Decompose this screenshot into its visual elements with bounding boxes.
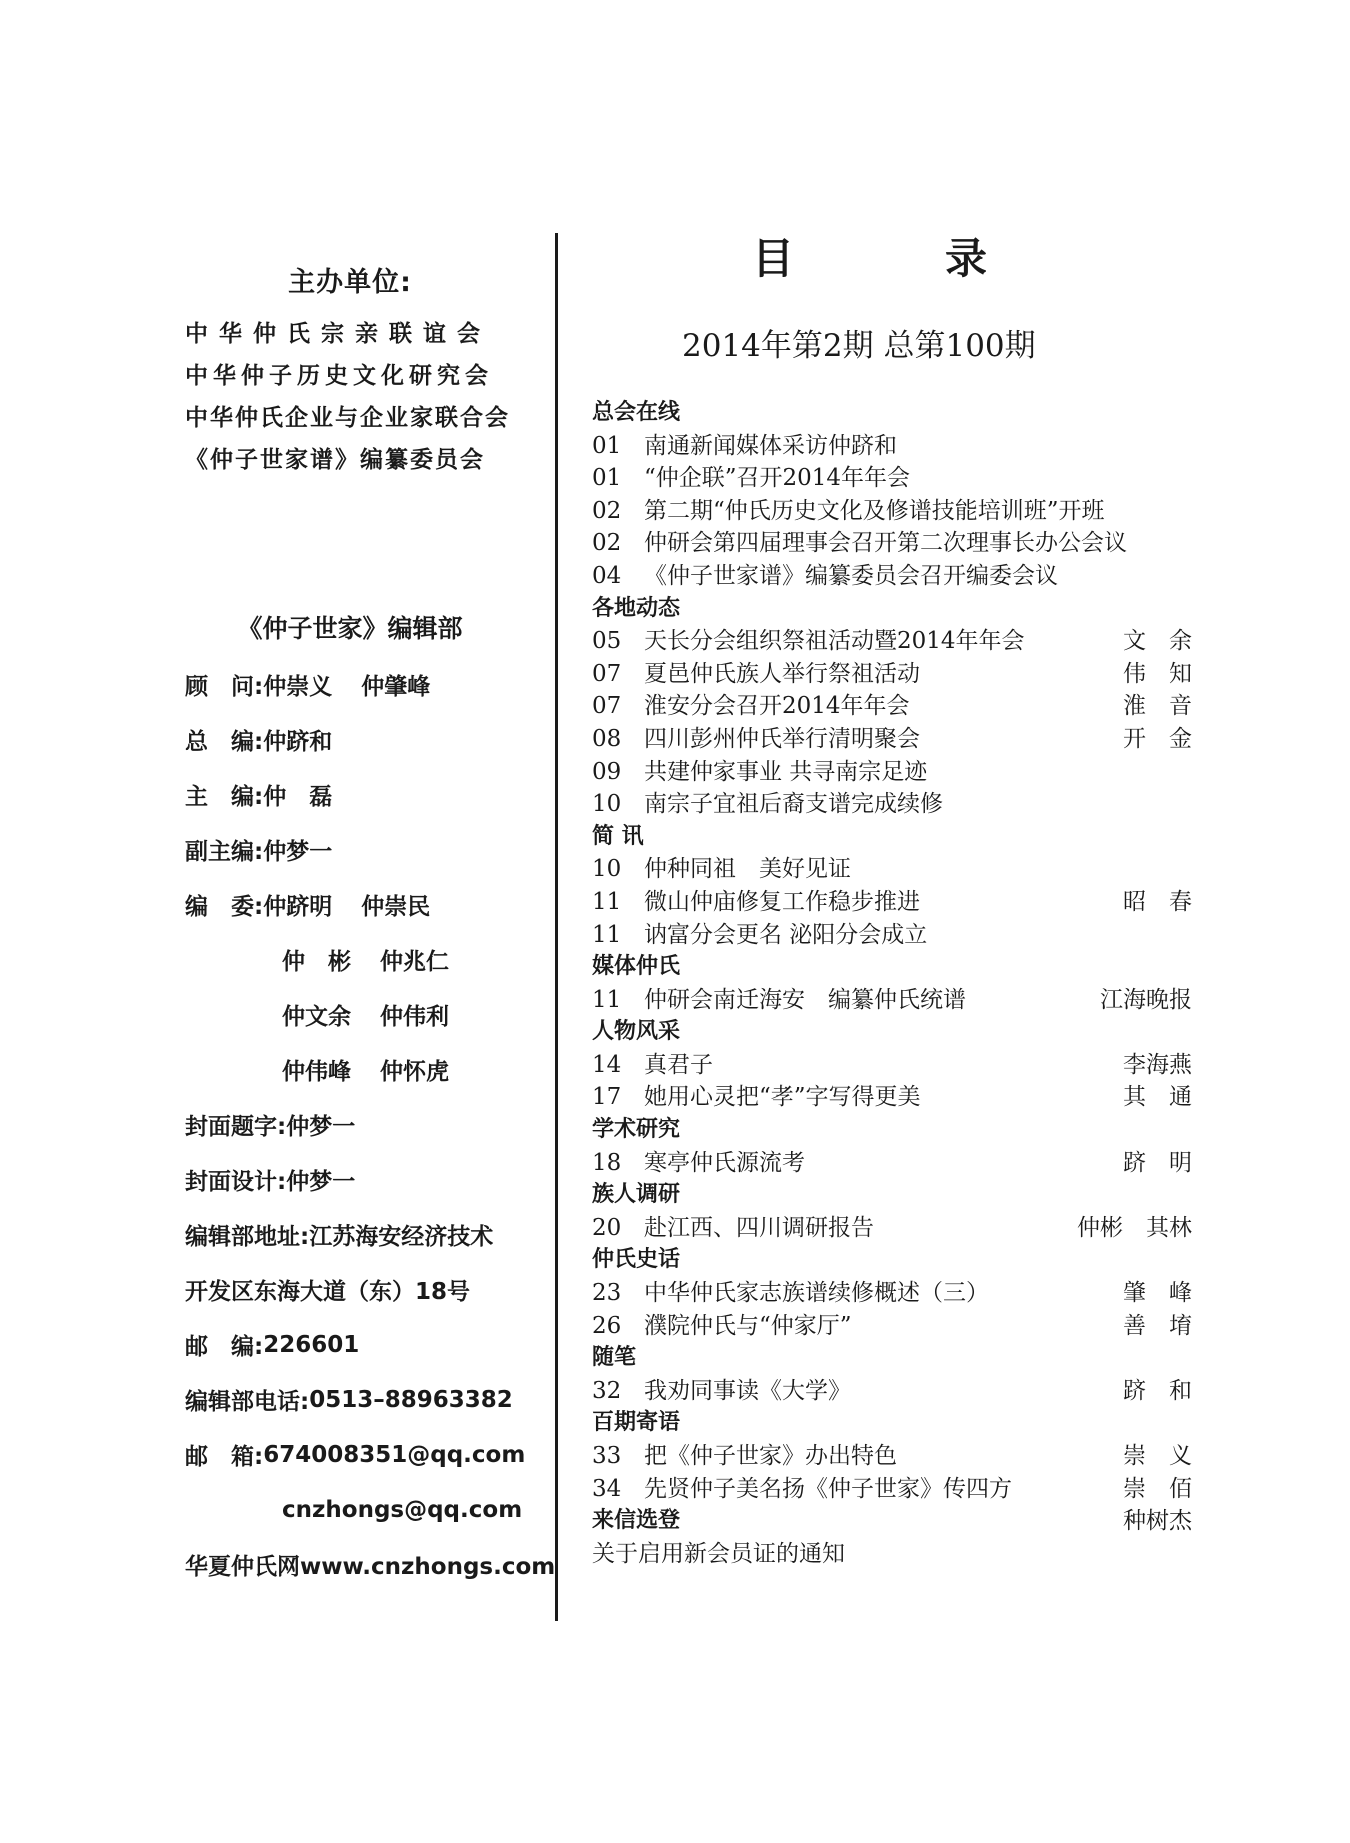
entry-title: 共建仲家事业 共寻南宗足迹 xyxy=(644,758,928,785)
deputy-editor-label: 副主编: xyxy=(185,839,264,865)
toc-section-heading xyxy=(592,1407,1192,1440)
toc-section-heading xyxy=(592,1505,1192,1538)
board-member: 仲崇民 xyxy=(361,894,431,920)
toc-section-heading xyxy=(592,1342,1192,1375)
website-value: 华夏仲氏网www.cnzhongs.com xyxy=(185,1554,556,1580)
toc-entry[interactable] xyxy=(592,919,1192,952)
address-label: 编辑部地址: xyxy=(185,1224,310,1250)
toc-section-heading xyxy=(592,951,1192,984)
editorial-title: 《仲子世家》编辑部 xyxy=(237,614,463,643)
phone-label: 编辑部电话: xyxy=(185,1389,310,1415)
board-member: 仲伟利 xyxy=(380,1004,449,1030)
section-name: 各地动态 xyxy=(592,595,681,621)
board-member: 仲兆仁 xyxy=(380,949,449,975)
section-name: 百期寄语 xyxy=(592,1410,681,1436)
deputy-editor-name: 仲梦一 xyxy=(263,839,333,865)
entry-page: 33 xyxy=(592,1443,622,1469)
entry-title: 微山仲庙修复工作稳步推进 xyxy=(644,888,920,915)
editor-name: 仲 磊 xyxy=(263,784,333,810)
entry-page: 32 xyxy=(592,1377,622,1404)
toc-entry[interactable] xyxy=(592,788,1192,821)
toc-entry[interactable] xyxy=(592,984,1192,1017)
entry-page: 10 xyxy=(592,791,622,818)
toc-column xyxy=(592,226,1192,1570)
entry-title: 仲种同祖 美好见证 xyxy=(644,856,851,883)
entry-page: 02 xyxy=(592,530,622,557)
cover-design-label: 封面设计: xyxy=(185,1169,287,1195)
toc-section-heading xyxy=(592,1016,1192,1049)
entry-page: 26 xyxy=(592,1312,622,1339)
entry-title: 寒亭仲氏源流考 xyxy=(644,1149,805,1176)
postcode-label: 邮 编: xyxy=(185,1334,264,1360)
entry-page: 14 xyxy=(592,1051,622,1078)
board-row xyxy=(185,877,555,932)
entry-author: 开 金 xyxy=(1123,725,1192,752)
toc-entry[interactable] xyxy=(592,1049,1192,1082)
entry-page: 01 xyxy=(592,432,622,459)
postcode-row xyxy=(185,1317,555,1372)
entry-page: 20 xyxy=(592,1214,622,1241)
entry-page: 07 xyxy=(592,693,622,720)
section-author: 种树杰 xyxy=(1123,1508,1192,1535)
entry-title: 把《仲子世家》办出特色 xyxy=(644,1443,897,1469)
entry-page: 07 xyxy=(592,660,622,687)
toc-entry[interactable] xyxy=(592,1375,1192,1408)
advisor-label: 顾 问: xyxy=(185,674,264,700)
sponsor-org: 《仲子世家谱》编纂委员会 xyxy=(185,447,485,473)
board-member: 仲伟峰 xyxy=(282,1059,351,1085)
toc-title xyxy=(752,226,987,286)
entry-page: 02 xyxy=(592,497,622,524)
entry-title: 赴江西、四川调研报告 xyxy=(644,1214,874,1241)
section-name: 随笔 xyxy=(592,1345,637,1371)
entry-title: “仲企联”召开2014年年会 xyxy=(644,465,911,492)
entry-title: 真君子 xyxy=(644,1051,713,1078)
entry-author: 跻 明 xyxy=(1123,1149,1192,1176)
entry-author: 昭 春 xyxy=(1123,888,1192,915)
entry-title: 仲研会南迁海安 编纂仲氏统谱 xyxy=(644,986,966,1013)
section-name: 来信选登 xyxy=(592,1508,681,1534)
address-line: 开发区东海大道（东）18号 xyxy=(185,1279,471,1305)
section-name: 仲氏史话 xyxy=(592,1247,681,1273)
toc-entry[interactable] xyxy=(592,495,1192,528)
email-value: 674008351@qq.com xyxy=(263,1441,526,1468)
board-member: 仲怀虎 xyxy=(380,1059,449,1085)
masthead-column xyxy=(185,260,555,1592)
email-row xyxy=(185,1482,555,1537)
toc-entry[interactable] xyxy=(592,462,1192,495)
board-row xyxy=(185,932,555,987)
toc-list xyxy=(592,397,1192,1570)
section-name: 族人调研 xyxy=(592,1182,681,1208)
entry-page: 09 xyxy=(592,758,622,785)
entry-author: 肇 峰 xyxy=(1123,1280,1192,1307)
section-name: 人物风采 xyxy=(592,1019,681,1045)
entry-author: 跻 和 xyxy=(1123,1377,1192,1404)
toc-entry[interactable] xyxy=(592,560,1192,593)
entry-title: 中华仲氏家志族谱续修概述（三） xyxy=(644,1280,989,1307)
board-row xyxy=(185,1042,555,1097)
advisor-name: 仲崇义 xyxy=(263,674,333,700)
entry-page: 08 xyxy=(592,725,622,752)
sponsor-org: 中华仲氏宗亲联谊会 xyxy=(185,321,491,347)
toc-entry[interactable] xyxy=(592,1310,1192,1343)
entry-author: 仲彬 其林 xyxy=(1077,1214,1192,1241)
entry-title: 天长分会组织祭祖活动暨2014年年会 xyxy=(644,628,1025,655)
toc-entry[interactable] xyxy=(592,1081,1192,1114)
phone-value: 0513–88963382 xyxy=(309,1386,513,1413)
toc-entry[interactable] xyxy=(592,756,1192,789)
board-member: 仲 彬 xyxy=(282,949,351,975)
section-name: 学术研究 xyxy=(592,1117,681,1143)
postcode-value: 226601 xyxy=(263,1331,360,1358)
email-label: 邮 箱: xyxy=(185,1444,264,1470)
entry-page: 11 xyxy=(592,888,622,915)
entry-title: 她用心灵把“孝”字写得更美 xyxy=(644,1084,921,1111)
entry-title: 夏邑仲氏族人举行祭祖活动 xyxy=(644,660,920,687)
toc-section-heading xyxy=(592,593,1192,626)
toc-entry[interactable] xyxy=(592,625,1192,658)
entry-title: 讷富分会更名 泌阳分会成立 xyxy=(644,921,928,948)
sponsor-org: 中华仲子历史文化研究会 xyxy=(185,363,493,389)
toc-section-heading xyxy=(592,397,1192,430)
toc-entry[interactable] xyxy=(592,1277,1192,1310)
toc-entry[interactable] xyxy=(592,1473,1192,1506)
email-value: cnzhongs@qq.com xyxy=(282,1496,523,1523)
entry-author: 其 通 xyxy=(1123,1084,1192,1111)
entry-page: 05 xyxy=(592,628,622,655)
address-row xyxy=(185,1207,555,1262)
sponsor-title: 主办单位: xyxy=(288,267,412,298)
cover-title-name: 仲梦一 xyxy=(286,1114,356,1140)
entry-author: 文 余 xyxy=(1123,628,1192,655)
cover-title-label: 封面题字: xyxy=(185,1114,287,1140)
toc-entry[interactable] xyxy=(592,658,1192,691)
toc-section-heading xyxy=(592,1179,1192,1212)
advisor-row xyxy=(185,657,555,712)
toc-section-heading xyxy=(592,821,1192,854)
toc-entry[interactable] xyxy=(592,1147,1192,1180)
toc-entry[interactable] xyxy=(592,886,1192,919)
entry-author: 伟 知 xyxy=(1123,660,1192,687)
deputy-editor-row xyxy=(185,822,555,877)
cover-title-row xyxy=(185,1097,555,1152)
cover-design-row xyxy=(185,1152,555,1207)
entry-title: 濮院仲氏与“仲家厅” xyxy=(644,1312,852,1339)
column-divider xyxy=(555,233,558,1621)
chief-editor-name: 仲跻和 xyxy=(263,729,333,755)
phone-row xyxy=(185,1372,555,1427)
editor-row xyxy=(185,767,555,822)
toc-entry[interactable] xyxy=(592,723,1192,756)
issue-number: 2014年第2期 总第100期 xyxy=(682,328,1036,364)
entry-page: 04 xyxy=(592,562,622,589)
website-row xyxy=(185,1537,555,1592)
entry-page: 34 xyxy=(592,1475,622,1502)
entry-title: 四川彭州仲氏举行清明聚会 xyxy=(644,725,920,752)
entry-title: 先贤仲子美名扬《仲子世家》传四方 xyxy=(644,1475,1012,1502)
entry-page: 18 xyxy=(592,1149,622,1176)
toc-title-char: 目 xyxy=(752,234,795,283)
entry-author: 李海燕 xyxy=(1123,1051,1192,1078)
section-name: 媒体仲氏 xyxy=(592,954,681,980)
advisor-name: 仲肇峰 xyxy=(361,674,431,700)
board-label: 编 委: xyxy=(185,894,264,920)
entry-author: 江海晚报 xyxy=(1100,986,1192,1013)
toc-entry[interactable] xyxy=(592,690,1192,723)
entry-author: 淮 音 xyxy=(1123,693,1192,720)
entry-title: 淮安分会召开2014年年会 xyxy=(644,693,910,720)
chief-editor-row xyxy=(185,712,555,767)
entry-author: 崇 佰 xyxy=(1123,1475,1192,1502)
entry-page: 01 xyxy=(592,465,622,492)
entry-page: 23 xyxy=(592,1280,622,1307)
toc-notice[interactable]: 关于启用新会员证的通知 xyxy=(592,1540,845,1567)
board-member: 仲跻明 xyxy=(263,894,333,920)
entry-title: 南通新闻媒体采访仲跻和 xyxy=(644,432,897,459)
toc-entry[interactable] xyxy=(592,853,1192,886)
board-member: 仲文余 xyxy=(282,1004,351,1030)
entry-title: 第二期“仲氏历史文化及修谱技能培训班”开班 xyxy=(644,497,1105,524)
entry-title: 南宗子宜祖后裔支谱完成续修 xyxy=(644,791,943,818)
section-name: 总会在线 xyxy=(592,400,681,425)
entry-author: 善 堉 xyxy=(1123,1312,1192,1339)
address-line: 江苏海安经济技术 xyxy=(309,1224,494,1250)
board-row xyxy=(185,987,555,1042)
entry-title: 仲研会第四届理事会召开第二次理事长办公会议 xyxy=(644,530,1127,557)
chief-editor-label: 总 编: xyxy=(185,729,264,755)
entry-author: 崇 义 xyxy=(1123,1443,1192,1469)
toc-entry[interactable] xyxy=(592,1212,1192,1245)
toc-section-heading xyxy=(592,1244,1192,1277)
toc-entry[interactable] xyxy=(592,527,1192,560)
entry-page: 10 xyxy=(592,856,622,883)
entry-title: 《仲子世家谱》编纂委员会召开编委会议 xyxy=(644,562,1058,589)
email-row xyxy=(185,1427,555,1482)
toc-entry[interactable] xyxy=(592,430,1192,463)
address-row xyxy=(185,1262,555,1317)
toc-entry[interactable] xyxy=(592,1440,1192,1473)
toc-title-char: 录 xyxy=(944,234,987,283)
sponsor-org: 中华仲氏企业与企业家联合会 xyxy=(185,405,510,431)
entry-page: 11 xyxy=(592,986,622,1013)
entry-page: 11 xyxy=(592,921,622,948)
section-name: 简 讯 xyxy=(592,823,644,849)
toc-section-heading xyxy=(592,1114,1192,1147)
editor-label: 主 编: xyxy=(185,784,264,810)
cover-design-name: 仲梦一 xyxy=(286,1169,356,1195)
entry-page: 17 xyxy=(592,1084,622,1111)
entry-title: 我劝同事读《大学》 xyxy=(644,1377,851,1404)
